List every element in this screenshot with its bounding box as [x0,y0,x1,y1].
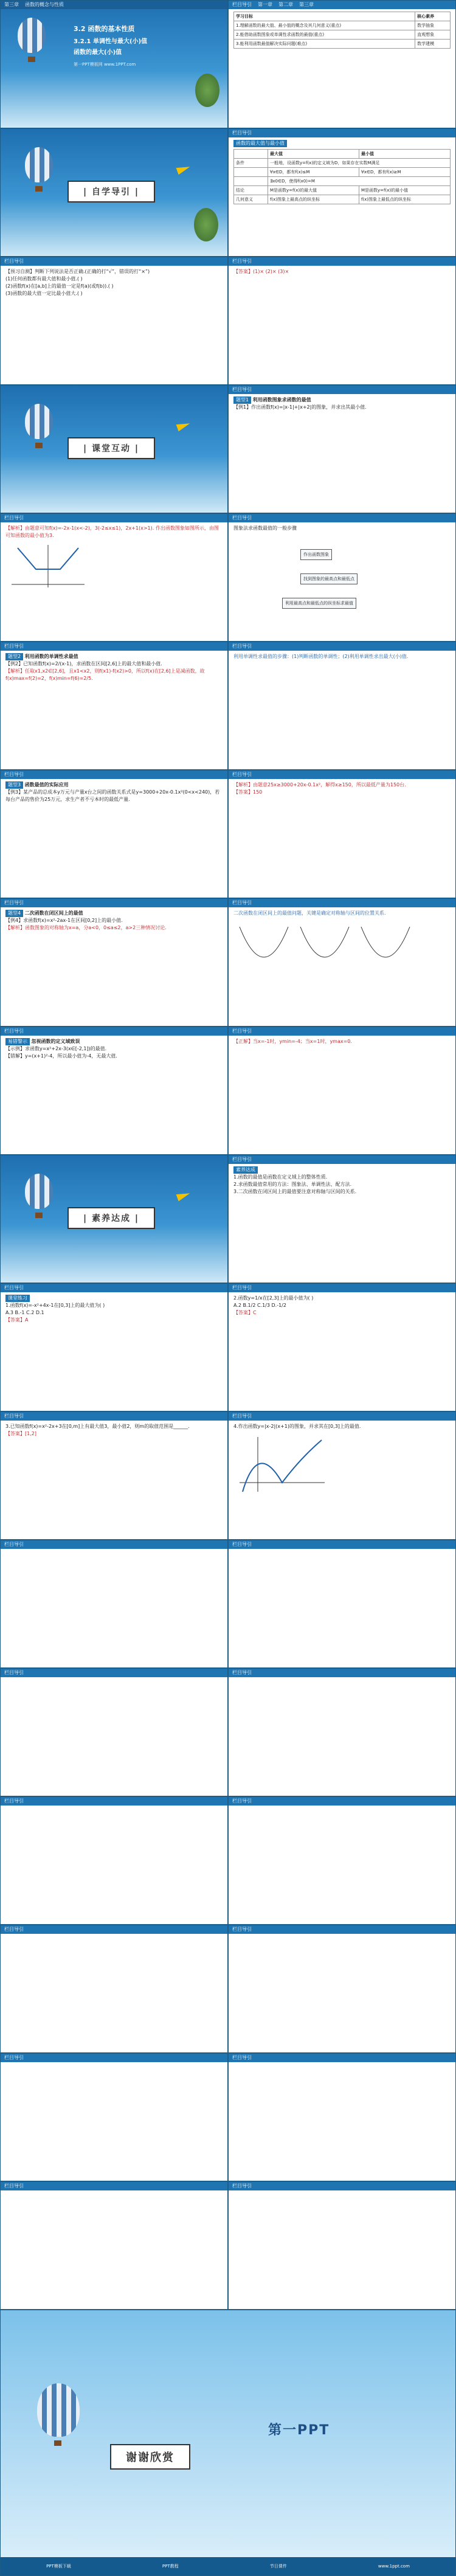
header-bar [1,1412,227,1421]
topic3-solution: 【解析】由题意25x≥3000+20x-0.1x²，解得x≥150，所以最低产量为150台. [233,782,406,788]
basket-icon [28,57,35,62]
table-row: 1.理解函数的最大值、最小值的概念及其几何意义(重点) 数学抽象 [234,21,451,30]
header-bar [229,1284,455,1292]
parabola-graphs [233,921,416,975]
topic2-content [5,653,223,766]
header-bar [1,1027,227,1036]
blank-slide [0,2181,228,2310]
practice-graph [233,1434,331,1495]
header-bar [1,257,227,266]
summary-item-2: 2.求函数最值常用的方法：图象法、单调性法、配方法. [233,1182,352,1187]
topic1-example: 【例1】作出函数f(x)=|x-1|+|x+2|的图象，并求出其最小值. [233,404,367,410]
goals-header-core: 核心素养 [415,12,451,21]
header-bar [229,1669,455,1677]
function-graph [5,542,91,590]
balloon-icon [18,18,46,53]
slide-row-2 [0,128,456,257]
nav-label[interactable]: 栏目导引 [232,515,252,521]
balloon-icon [25,1174,53,1209]
nav-label[interactable]: 栏目导引 [4,1542,24,1547]
basket-icon [54,2440,61,2446]
basket-icon [35,1213,43,1218]
graph-curve [243,1440,322,1492]
topic3-answer: 【答案】150 [233,789,263,795]
topic2-tag: 题型2 [5,653,23,660]
parabola-3 [361,927,410,957]
nav-label[interactable]: 栏目导引 [4,772,24,777]
header-bar [229,257,455,266]
nav-label[interactable]: 栏目导引 [4,1028,24,1034]
practice-q3: 3.已知函数f(x)=x²-2x+3在[0,m]上有最大值3，最小值2，则m的取值范围是______. [5,1424,190,1429]
header-bar [229,1027,455,1036]
nav-chapter-2[interactable]: 第二章 [278,2,293,7]
header-bar [1,770,227,779]
summary-title: 素养达成 [233,1166,258,1174]
selfstudy-slide [0,128,228,257]
concept-content [233,140,451,252]
practice-q2-options: A.2 B.1/2 C.1/3 D.-1/2 [233,1303,286,1308]
precheck-slide [0,257,228,385]
nav-label[interactable]: 栏目导引 [232,1927,252,1932]
slide-row-17 [0,2053,456,2181]
selfstudy-label: | 自学导引 | [67,181,155,203]
header-bar [229,129,455,137]
parabola-2 [300,927,349,957]
table-row: 结论 M是函数y=f(x)的最大值 M是函数y=f(x)的最小值 [234,186,451,195]
precheck-q1: (1)任何函数都有最大值和最小值.( ) [5,276,83,282]
chapter-title: 函数的概念与性质 [25,2,64,7]
topic5-slide [0,1027,228,1155]
topic3-example: 【例3】某产品的总成本y万元与产量x台之间的函数关系式是y=3000+20x-0.1x²(0<x<240)，若每台产品的售价为25万元，求生产者不亏本时的最低产量. [5,789,220,802]
topic2-method: 利用单调性求最值的步骤：(1)判断函数的单调性；(2)利用单调性求出最大(小)值. [233,654,409,659]
tree-icon [194,208,218,241]
practice-title: 课堂练习 [5,1295,30,1302]
paper-plane-icon [176,164,192,175]
topic3-title: 函数最值的实际应用 [24,782,69,788]
topic5-correct-content [233,1038,451,1151]
topic2-slide [0,642,228,770]
header-bar [229,1,455,9]
header-bar [1,2182,227,2190]
balloon-icon [25,404,53,439]
balloon-icon [37,2383,80,2437]
slide-row-18 [0,2181,456,2310]
slide-row-6 [0,642,456,770]
blank-slide [228,1796,456,1925]
blank-slide [0,1668,228,1796]
nav-label[interactable]: 栏目导引 [4,900,24,905]
nav-label[interactable]: 栏目导引 [4,643,24,649]
blank-slide [228,2181,456,2310]
basket-icon [35,186,43,192]
flow-step-1: 作出函数图象 [300,549,332,560]
blank-slide [228,2053,456,2181]
basket-icon [35,443,43,448]
topic1-method-content [233,525,451,637]
topic3-content [5,781,223,894]
cover-slide [0,0,228,128]
nav-label[interactable]: 栏目导引 [232,900,252,905]
nav-label[interactable]: 栏目导引 [232,772,252,777]
nav-label[interactable]: 栏目导引 [232,1157,252,1162]
table-row: 2.能借助函数图象或单调性求函数的最值(重点) 直观想象 [234,30,451,40]
paper-plane-icon [176,1190,192,1202]
practice-content-2 [233,1295,451,1407]
slide-row-8 [0,898,456,1027]
practice-a2: 【答案】C [233,1310,257,1315]
nav-label[interactable]: 栏目导引 [4,1927,24,1932]
topic1-title: 利用函数图象求函数的最值 [252,397,311,403]
nav-label[interactable]: 栏目导引 [232,1798,252,1804]
topic1-content [233,396,451,509]
table-row: ∃x0∈D，使得f(x0)=M [234,177,451,186]
topic1-slide [228,385,456,513]
section-title: 3.2 函数的基本性质 [74,25,135,33]
practice-q4: 4.作出函数y=|x-2|(x+1)的图象，并求其在[0,3]上的最值. [233,1424,361,1429]
nav-label[interactable]: 栏目导引 [232,2,252,7]
header-bar [1,1284,227,1292]
slide-row-1 [0,0,456,128]
method-title: 图象法求函数最值的一般步骤 [233,525,297,531]
blank-slide [0,1540,228,1668]
topic1-tag: 题型1 [233,396,251,404]
header-bar [229,1925,455,1934]
header-bar [229,899,455,907]
nav-label[interactable]: 栏目导引 [232,1285,252,1290]
topic4-summary: 二次函数在闭区间上的最值问题，关键是确定对称轴与区间的位置关系. [233,910,386,916]
footer-link-3[interactable]: 节日课件 [269,2564,287,2569]
table-row: 3.能利用函数最值解决实际问题(难点) 数学建模 [234,40,451,49]
thanks-slide [0,2310,456,2576]
header-bar [1,642,227,651]
footer-link-1[interactable]: PPT模板下载 [46,2564,71,2569]
topic5-error: 【错解】y=(x+1)²-4，所以最小值为-4，无最大值. [5,1053,117,1059]
header-bar [1,899,227,907]
table-row: ∀x∈D，都有f(x)≤M ∀x∈D，都有f(x)≥M [234,168,451,177]
header-bar [1,1540,227,1549]
precheck-content [5,268,223,381]
tree-icon [195,74,219,107]
nav-label[interactable]: 栏目导引 [232,130,252,136]
blank-slide [228,1668,456,1796]
topic2-method-slide [228,642,456,770]
topic5-content [5,1038,223,1151]
parabola-1 [240,927,288,957]
header-bar [229,1412,455,1421]
summary-slide [228,1155,456,1283]
site-text: 第一PPT模板网 www.1PPT.com [74,62,136,67]
logo-text: 第一PPT [268,2423,330,2438]
slide-row-final [0,2310,456,2576]
precheck-title: 【预习自测】判断下列说法是否正确.(正确的打“√”，错误的打“×”) [5,269,150,274]
header-bar [1,514,227,522]
header-bar [229,386,455,394]
practice-a1: 【答案】A [5,1317,29,1323]
col-min: 最小值 [359,150,450,159]
precheck-q3: (3)函数的最大值一定比最小值大.( ) [5,291,83,296]
precheck-answer: 【答案】(1)× (2)× (3)× [233,269,289,274]
header-bar [1,1669,227,1677]
slide-row-15 [0,1796,456,1925]
chapter-label: 第三章 [4,2,19,7]
footer-link-2[interactable]: PPT教程 [162,2564,179,2569]
topic2-example: 【例2】已知函数f(x)=2/(x-1)，求函数在区间[2,6]上的最大值和最小值. [5,661,162,667]
nav-label[interactable]: 栏目导引 [4,1670,24,1675]
topic2-solution: 【解析】任取x1,x2∈[2,6]，且x1<x2，则f(x1)-f(x2)>0，所以f(x)在[2,6]上是减函数，故f(x)max=f(2)=2，f(x)min=f(6)=2/5. [5,668,205,681]
blank-slide [0,1925,228,2053]
table-row: 几何意义 f(x)图象上最高点的纵坐标 f(x)图象上最低点的纵坐标 [234,195,451,204]
footer-strip [1,2557,455,2575]
blank-slide [0,2053,228,2181]
nav-label[interactable]: 栏目导引 [4,1285,24,1290]
header-bar [229,2182,455,2190]
slide-row-5 [0,513,456,642]
topic5-correct-slide [228,1027,456,1155]
topic2-title: 利用函数的单调性求最值 [24,654,78,659]
header-bar [1,1797,227,1806]
header-bar [1,1925,227,1934]
slide-row-9 [0,1027,456,1155]
topic2-method-content [233,653,451,766]
practice-slide-2 [228,1283,456,1411]
goals-table [233,12,451,49]
topic4-title: 二次函数在闭区间上的最值 [24,910,83,916]
slide-row-16 [0,1925,456,2053]
goals-slide [228,0,456,128]
topic4-tag: 题型4 [5,910,23,917]
topic5-title: 忽视函数的定义域致误 [31,1039,80,1044]
topic5-example: 【示例】求函数y=x²+2x-3(x∈[-2,1])的最值. [5,1046,107,1051]
practice-q1-options: A.3 B.-1 C.2 D.1 [5,1310,44,1315]
topic3-solution-content [233,781,451,894]
nav-chapter-1[interactable]: 第一章 [258,2,272,7]
goals-header-goal: 学习目标 [234,12,415,21]
table-row: 条件 一般地，设函数y=f(x)的定义域为D，如果存在实数M满足 [234,159,451,168]
slide-row-3 [0,257,456,385]
topic4-summary-slide [228,898,456,1027]
nav-label[interactable]: 栏目导引 [4,2055,24,2060]
practice-q2: 2.函数y=1/x在[2,3]上的最小值为( ) [233,1295,314,1301]
answer-content [233,268,451,381]
practice-content-1 [5,1295,223,1407]
topic1-method-slide [228,513,456,642]
nav-label[interactable]: 栏目导引 [4,258,24,264]
header-bar [229,1540,455,1549]
header-bar [1,2054,227,2062]
topic3-tag: 题型3 [5,781,23,789]
practice-slide-3 [0,1411,228,1540]
slide-row-7 [0,770,456,898]
goals-content [233,12,451,124]
slide-row-13 [0,1540,456,1668]
nav-label[interactable]: 栏目导引 [232,258,252,264]
nav-label[interactable]: 栏目导引 [4,515,24,521]
topic4-summary-content [233,910,451,1022]
nav-label[interactable]: 栏目导引 [4,2183,24,2189]
header-bar [229,642,455,651]
slide-row-11 [0,1283,456,1411]
col-max: 最大值 [268,150,359,159]
practice-q1: 1.函数f(x)=-x²+4x-1在[0,3]上的最大值为( ) [5,1303,105,1308]
footer-site[interactable]: www.1ppt.com [378,2564,410,2569]
concept-tag: 函数的最大值与最小值 [233,140,287,147]
topic1-solution-slide [0,513,228,642]
nav-label[interactable]: 栏目导引 [232,387,252,392]
topic-title: 函数的最大(小)值 [74,49,122,56]
topic1-solution-content [5,525,223,637]
slide-row-10 [0,1155,456,1283]
concept-slide [228,128,456,257]
answer-slide [228,257,456,385]
flow-step-2: 找到图象的最高点和最低点 [300,573,358,584]
nav-label[interactable]: 栏目导引 [4,1413,24,1419]
summary-item-3: 3.二次函数在闭区间上的最值要注意对称轴与区间的关系. [233,1189,357,1194]
nav-label[interactable]: 栏目导引 [232,2183,252,2189]
header-bar [229,1797,455,1806]
header-bar [229,1155,455,1164]
topic4-slide [0,898,228,1027]
nav-chapter-3[interactable]: 第三章 [299,2,314,7]
topic4-content [5,910,223,1022]
header-bar [229,770,455,779]
topic4-solution: 【解析】函数图象的对称轴为x=a，分a<0，0≤a≤2，a>2三种情况讨论. [5,925,167,930]
blank-slide [228,1925,456,2053]
header-bar [1,1,227,9]
practice-content-4 [233,1423,451,1536]
topic1-solution: 【解析】由题意可知f(x)=-2x-1(x<-2)，3(-2≤x≤1)，2x+1(x>1). 作出函数图象如图所示，由图可知函数的最小值为3. [5,525,219,538]
literacy-label: | 素养达成 | [67,1207,155,1229]
nav-label[interactable]: 栏目导引 [232,2055,252,2060]
nav-label[interactable]: 栏目导引 [232,1413,252,1419]
precheck-q2: (2)函数f(x)在[a,b]上的最值一定是f(a)(或f(b)).( ) [5,283,114,289]
classroom-slide [0,385,228,513]
header-bar [229,514,455,522]
slide-row-4 [0,385,456,513]
slide-row-14 [0,1668,456,1796]
literacy-slide [0,1155,228,1283]
nav-label[interactable]: 栏目导引 [232,1028,252,1034]
topic3-slide [0,770,228,898]
thanks-label: 谢谢欣赏 [110,2444,190,2470]
topic5-tag: 易错警示 [5,1038,30,1045]
practice-content-3 [5,1423,223,1536]
practice-a3: 【答案】[1,2] [5,1431,36,1436]
summary-item-1: 1.函数的最值是函数在定义域上的整体性质. [233,1174,328,1180]
concept-table [233,149,451,204]
nav-label[interactable]: 栏目导引 [4,1798,24,1804]
paper-plane-icon [176,420,192,432]
practice-slide-1 [0,1283,228,1411]
practice-slide-4 [228,1411,456,1540]
topic5-correct: 【正解】当x=-1时，ymin=-4；当x=1时，ymax=0. [233,1039,352,1044]
header-bar [229,2054,455,2062]
topic4-example: 【例4】求函数f(x)=x²-2ax-1在区间[0,2]上的最小值. [5,918,123,923]
balloon-icon [25,147,53,182]
subsection-title: 3.2.1 单调性与最大(小)值 [74,38,148,45]
nav-label[interactable]: 栏目导引 [232,643,252,649]
nav-label[interactable]: 栏目导引 [232,1542,252,1547]
blank-slide [228,1540,456,1668]
nav-label[interactable]: 栏目导引 [232,1670,252,1675]
classroom-label: | 课堂互动 | [67,437,155,459]
flow-step-3: 利用最高点和最低点的纵坐标求最值 [282,598,356,609]
blank-slide [0,1796,228,1925]
summary-content [233,1166,451,1279]
topic3-solution-slide [228,770,456,898]
slide-row-12 [0,1411,456,1540]
